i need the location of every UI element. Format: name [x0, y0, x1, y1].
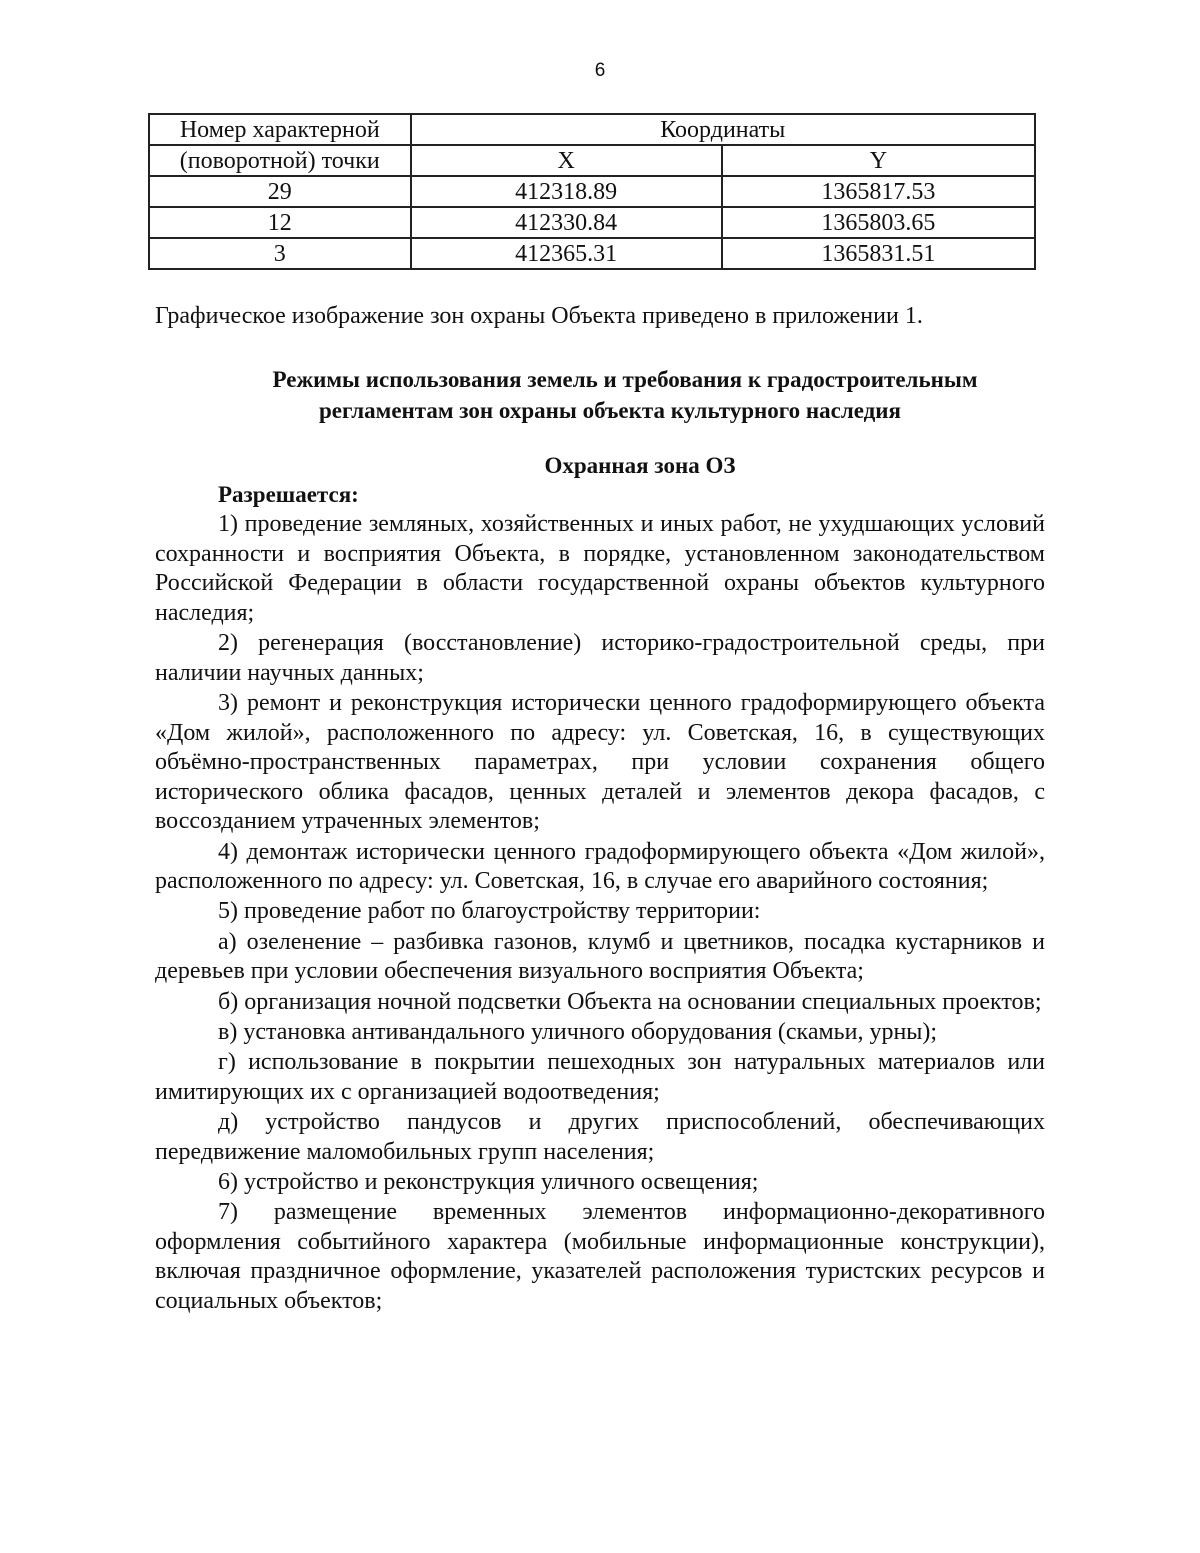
- list-item: б) организация ночной подсветки Объекта на основании специальных проектов;: [218, 988, 1042, 1015]
- table-header-row: [149, 114, 1035, 145]
- section-title-line1: Режимы использования земель и требования к градостроительным: [272, 367, 978, 392]
- cell-y: 1365831.51: [722, 238, 1035, 269]
- list-item: 5) проведение работ по благоустройству территории:: [218, 898, 761, 925]
- header-point-line1: Номер характерной: [149, 114, 411, 145]
- list-item: в) установка антивандального уличного оборудования (скамьи, урны);: [218, 1018, 938, 1045]
- list-item: 6) устройство и реконструкция уличного освещения;: [218, 1168, 759, 1195]
- page-number: 6: [594, 60, 606, 81]
- cell-x: 412365.31: [411, 238, 722, 269]
- allowed-label: Разрешается:: [218, 482, 359, 507]
- cell-point: 29: [149, 176, 411, 207]
- zone-title: Охранная зона ОЗ: [544, 453, 736, 478]
- header-x: X: [411, 145, 722, 176]
- header-point-line2: (поворотной) точки: [149, 145, 411, 176]
- cell-point: 3: [149, 238, 411, 269]
- cell-x: 412330.84: [411, 207, 722, 238]
- list-item: 3) ремонт и реконструкция исторически ценного градоформирующего объекта «Дом жилой», расположенного по адресу: ул. Советская, 16, в существующих объёмно-пространственных параметрах, при условии сохранения общего исторического облика фасадов, ценных деталей и элементов декора фасадов, с воссозданием утраченных элементов;: [155, 689, 1045, 835]
- table-row: [149, 176, 1035, 207]
- list-item: д) устройство пандусов и других приспособлений, обеспечивающих передвижение маломобильных групп населения;: [155, 1109, 1045, 1165]
- list-item: а) озеленение – разбивка газонов, клумб и цветников, посадка кустарников и деревьев при условии обеспечения визуального восприятия Объекта;: [155, 928, 1045, 985]
- header-y: Y: [722, 145, 1035, 176]
- list-item: 4) демонтаж исторически ценного градоформирующего объекта «Дом жилой», расположенного по адресу: ул. Советская, 16, в случае его аварийного состояния;: [155, 838, 1045, 895]
- list-item: 2) регенерация (восстановление) историко-градостроительной среды, при наличии научных данных;: [155, 630, 1045, 686]
- allowed-items-list: [155, 510, 1045, 1317]
- coordinates-table: [148, 113, 1036, 270]
- list-item: 1) проведение земляных, хозяйственных и иных работ, не ухудшающих условий сохранности и восприятия Объекта, в порядке, установленном законодательством Российской Федерации в области государственной охраны объектов культурного наследия;: [155, 511, 1045, 626]
- cell-x: 412318.89: [411, 176, 722, 207]
- table-row: [149, 207, 1035, 238]
- graphic-note: Графическое изображение зон охраны Объекта приведено в приложении 1.: [155, 303, 923, 329]
- table-subheader-row: [149, 145, 1035, 176]
- cell-y: 1365817.53: [722, 176, 1035, 207]
- header-coordinates: Координаты: [411, 114, 1035, 145]
- cell-y: 1365803.65: [722, 207, 1035, 238]
- table-row: [149, 238, 1035, 269]
- cell-point: 12: [149, 207, 411, 238]
- section-title-line2: регламентам зон охраны объекта культурного наследия: [318, 398, 902, 423]
- list-item: 7) размещение временных элементов информационно-декоративного оформления событийного характера (мобильные информационные конструкции), включая праздничное оформление, указателей расположения туристских ресурсов и социальных объектов;: [155, 1199, 1045, 1314]
- list-item: г) использование в покрытии пешеходных зон натуральных материалов или имитирующих их с организацией водоотведения;: [155, 1049, 1045, 1105]
